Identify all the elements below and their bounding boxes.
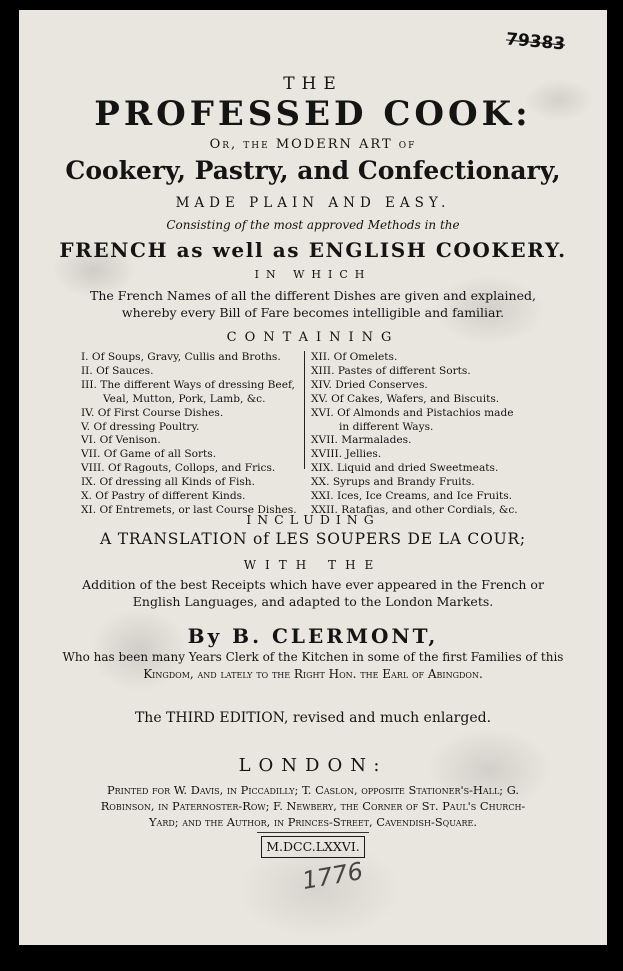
addition-line-2: English Languages, and adapted to the London Markets. — [132, 594, 494, 609]
contents-item: XVII. Marmalades. — [311, 434, 412, 447]
printer-line-2: Robinson, in Paternoster-Row; F. Newbery, the Corner of St. Paul's Church- — [100, 799, 526, 813]
contents-item: III. The different Ways of dressing Beef, — [81, 378, 295, 391]
author-description-line-2: Kingdom, and lately to the Right Hon. the Earl of Abingdon. — [143, 667, 483, 681]
printer-line-3: Yard; and the Author, in Princes-Street, Cavendish-Square. — [149, 815, 477, 829]
printer-line-1: Printed for W. Davis, in Piccadilly; T. Caslon, opposite Stationer's-Hall; G. — [106, 783, 520, 797]
handwritten-year: 1776 — [300, 856, 366, 896]
contents-item: II. Of Sauces. — [81, 364, 154, 377]
description-line-2: whereby every Bill of Fare becomes intelligible and familiar. — [121, 305, 505, 320]
contents-item: XIV. Dried Conserves. — [311, 378, 428, 391]
edition-line: The THIRD EDITION, revised and much enlarged. — [134, 710, 492, 726]
contents-item: VIII. Of Ragouts, Collops, and Frics. — [81, 462, 276, 475]
including-label: INCLUDING — [246, 512, 380, 527]
french-english-line: FRENCH as well as ENGLISH COOKERY. — [59, 238, 567, 262]
contents-item: IV. Of First Course Dishes. — [81, 406, 224, 419]
containing-label: CONTAINING — [226, 330, 400, 345]
title-article: THE — [283, 74, 343, 94]
author-description-line-1: Who has been many Years Clerk of the Kitchen in some of the first Families of this — [62, 650, 564, 664]
contents-item: XVIII. Jellies. — [311, 448, 382, 461]
with-the-label: WITH THE — [243, 558, 383, 572]
accession-number: 79383 — [505, 29, 566, 55]
contents-item: V. Of dressing Poultry. — [81, 420, 200, 433]
contents-item: XV. Of Cakes, Wafers, and Biscuits. — [311, 392, 500, 405]
contents-item: X. Of Pastry of different Kinds. — [81, 490, 246, 503]
imprint-date: M.DCC.LXXVI. — [261, 836, 365, 858]
imprint-place: LONDON: — [238, 755, 388, 776]
contents-item: XI. Of Entremets, or last Course Dishes. — [81, 503, 297, 516]
contents-item: XIII. Pastes of different Sorts. — [311, 364, 471, 377]
contents-left-column — [81, 351, 309, 518]
contents-item: XXI. Ices, Ice Creams, and Ice Fruits. — [311, 490, 513, 503]
addition-line-1: Addition of the best Receipts which have ever appeared in the French or — [82, 577, 544, 592]
subtitle-cookery-line: Cookery, Pastry, and Confectionary, — [65, 156, 561, 185]
subtitle-or-line: Or, the MODERN ART of — [209, 137, 417, 152]
contents-item: I. Of Soups, Gravy, Cullis and Broths. — [81, 351, 281, 363]
contents-item: IX. Of dressing all Kinds of Fish. — [81, 476, 255, 489]
author-line: By B. CLERMONT, — [187, 624, 439, 648]
subtitle-plain-line: MADE PLAIN AND EASY. — [175, 195, 451, 211]
contents-item: XVI. Of Almonds and Pistachios made — [311, 406, 514, 419]
contents-item: VI. Of Venison. — [81, 434, 161, 447]
contents-item: XII. Of Omelets. — [311, 351, 398, 363]
contents-item: XXII. Ratafias, and other Cordials, &c. — [311, 503, 518, 516]
contents-right-column — [304, 351, 551, 516]
contents-item-continued: in different Ways. — [339, 420, 434, 433]
description-line-1: The French Names of all the different Dishes are given and explained, — [90, 288, 536, 303]
consisting-line: Consisting of the most approved Methods in the — [166, 218, 460, 232]
contents-item: XIX. Liquid and dried Sweetmeats. — [311, 462, 499, 475]
main-title: PROFESSED COOK: — [94, 94, 532, 134]
contents-item-continued: Veal, Mutton, Pork, Lamb, &c. — [103, 392, 266, 405]
contents-item: VII. Of Game of all Sorts. — [81, 448, 217, 461]
translation-line: A TRANSLATION of LES SOUPERS DE LA COUR; — [100, 530, 526, 548]
title-page — [19, 10, 607, 945]
in-which-label: IN WHICH — [254, 268, 372, 281]
contents-item: XX. Syrups and Brandy Fruits. — [311, 476, 475, 489]
